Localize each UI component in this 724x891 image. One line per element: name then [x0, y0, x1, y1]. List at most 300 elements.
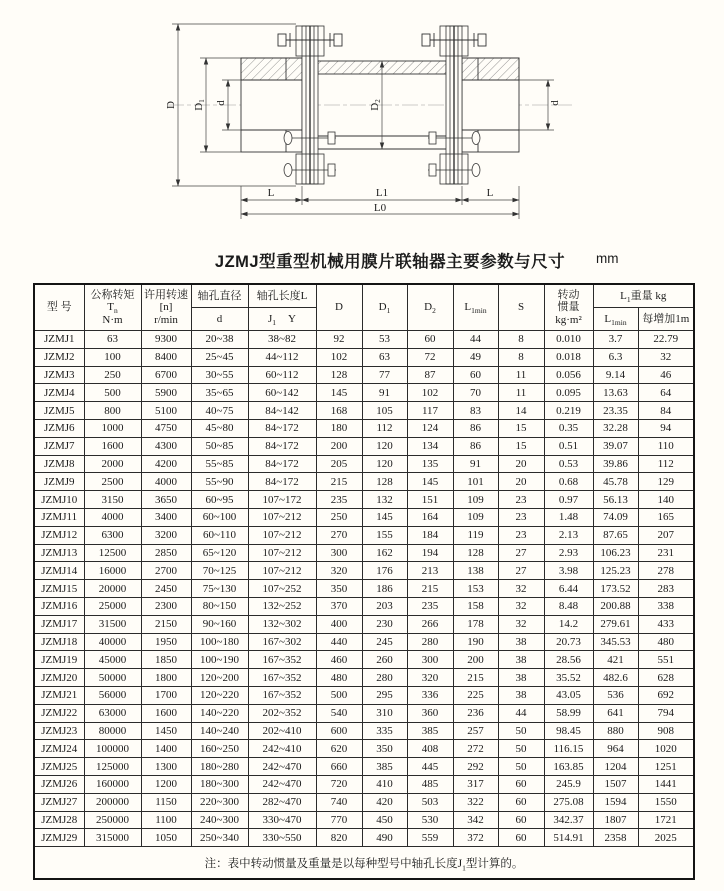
- value-cell: 0.018: [544, 348, 593, 366]
- value-cell: 35.52: [544, 669, 593, 687]
- value-cell: 342: [453, 811, 498, 829]
- model-cell: JZMJ12: [34, 526, 84, 544]
- value-cell: 385: [362, 758, 407, 776]
- value-cell: 168: [316, 402, 362, 420]
- value-cell: 64: [638, 384, 694, 402]
- value-cell: 257: [453, 722, 498, 740]
- value-cell: 60: [498, 811, 544, 829]
- value-cell: 86: [453, 437, 498, 455]
- value-cell: 551: [638, 651, 694, 669]
- value-cell: 2450: [141, 580, 191, 598]
- col-torque: [84, 284, 141, 331]
- value-cell: 84~142: [248, 402, 316, 420]
- value-cell: 31500: [84, 615, 141, 633]
- value-cell: 184: [407, 526, 453, 544]
- value-cell: 205: [316, 455, 362, 473]
- table-row: [34, 562, 694, 580]
- value-cell: 2.93: [544, 544, 593, 562]
- value-cell: 100~190: [191, 651, 248, 669]
- value-cell: 60: [498, 793, 544, 811]
- value-cell: 35~65: [191, 384, 248, 402]
- value-cell: 231: [638, 544, 694, 562]
- inertia-line3: kg·m²: [555, 313, 582, 326]
- value-cell: 153: [453, 580, 498, 598]
- value-cell: 372: [453, 829, 498, 847]
- value-cell: 102: [407, 384, 453, 402]
- torque-line2: $T_n$: [107, 301, 118, 316]
- value-cell: 38: [498, 686, 544, 704]
- value-cell: 107~212: [248, 562, 316, 580]
- table-row: [34, 526, 694, 544]
- value-cell: 23.35: [593, 402, 638, 420]
- value-cell: 275.08: [544, 793, 593, 811]
- value-cell: 128: [362, 473, 407, 491]
- col-bore-len: 轴孔长度L: [248, 284, 316, 308]
- value-cell: 6.44: [544, 580, 593, 598]
- model-cell: JZMJ22: [34, 704, 84, 722]
- col-S: S: [498, 284, 544, 331]
- value-cell: 27: [498, 544, 544, 562]
- value-cell: 2850: [141, 544, 191, 562]
- inertia-line1: 转动: [557, 288, 580, 301]
- table-body: [34, 331, 694, 847]
- col-model: 型 号: [34, 284, 84, 331]
- table-row: [34, 704, 694, 722]
- value-cell: 1204: [593, 758, 638, 776]
- value-cell: 167~352: [248, 651, 316, 669]
- value-cell: 3.7: [593, 331, 638, 349]
- value-cell: 200: [316, 437, 362, 455]
- model-cell: JZMJ29: [34, 829, 84, 847]
- value-cell: 770: [316, 811, 362, 829]
- value-cell: 45~80: [191, 419, 248, 437]
- value-cell: 203: [362, 597, 407, 615]
- value-cell: 63: [84, 331, 141, 349]
- value-cell: 12500: [84, 544, 141, 562]
- value-cell: 44: [498, 704, 544, 722]
- value-cell: 58.99: [544, 704, 593, 722]
- value-cell: 190: [453, 633, 498, 651]
- value-cell: 15: [498, 419, 544, 437]
- value-cell: 280: [407, 633, 453, 651]
- value-cell: 91: [453, 455, 498, 473]
- table-row: [34, 633, 694, 651]
- model-cell: JZMJ6: [34, 419, 84, 437]
- value-cell: 164: [407, 508, 453, 526]
- value-cell: 2000: [84, 455, 141, 473]
- value-cell: 176: [362, 562, 407, 580]
- value-cell: 39.07: [593, 437, 638, 455]
- model-cell: JZMJ15: [34, 580, 84, 598]
- value-cell: 50~85: [191, 437, 248, 455]
- value-cell: 1800: [141, 669, 191, 687]
- value-cell: 620: [316, 740, 362, 758]
- model-cell: JZMJ5: [34, 402, 84, 420]
- value-cell: 235: [316, 491, 362, 509]
- value-cell: 266: [407, 615, 453, 633]
- value-cell: 5900: [141, 384, 191, 402]
- value-cell: 279.61: [593, 615, 638, 633]
- value-cell: 445: [407, 758, 453, 776]
- value-cell: 628: [638, 669, 694, 687]
- value-cell: 15: [498, 437, 544, 455]
- value-cell: 0.219: [544, 402, 593, 420]
- value-cell: 300: [316, 544, 362, 562]
- value-cell: 278: [638, 562, 694, 580]
- table-row: [34, 384, 694, 402]
- svg-text:L0: L0: [373, 202, 387, 214]
- col-D: D: [316, 284, 362, 331]
- value-cell: 213: [407, 562, 453, 580]
- value-cell: 485: [407, 775, 453, 793]
- value-cell: 350: [316, 580, 362, 598]
- value-cell: 4000: [141, 473, 191, 491]
- value-cell: 120: [362, 437, 407, 455]
- value-cell: 0.97: [544, 491, 593, 509]
- model-cell: JZMJ27: [34, 793, 84, 811]
- value-cell: 63000: [84, 704, 141, 722]
- model-cell: JZMJ4: [34, 384, 84, 402]
- value-cell: 49: [453, 348, 498, 366]
- value-cell: 107~172: [248, 491, 316, 509]
- svg-text:D: D: [165, 101, 177, 109]
- value-cell: 125.23: [593, 562, 638, 580]
- value-cell: 125000: [84, 758, 141, 776]
- value-cell: 109: [453, 508, 498, 526]
- value-cell: 56.13: [593, 491, 638, 509]
- value-cell: 1200: [141, 775, 191, 793]
- value-cell: 178: [453, 615, 498, 633]
- value-cell: 4200: [141, 455, 191, 473]
- col-speed: [141, 284, 191, 331]
- value-cell: 360: [407, 704, 453, 722]
- value-cell: 70: [453, 384, 498, 402]
- value-cell: 32: [498, 615, 544, 633]
- value-cell: 16000: [84, 562, 141, 580]
- col-weight-per-m: 每增加1m: [638, 308, 694, 331]
- value-cell: 145: [362, 508, 407, 526]
- value-cell: 400: [316, 615, 362, 633]
- value-cell: 1400: [141, 740, 191, 758]
- value-cell: 32: [498, 597, 544, 615]
- value-cell: 2150: [141, 615, 191, 633]
- value-cell: 98.45: [544, 722, 593, 740]
- value-cell: 186: [362, 580, 407, 598]
- value-cell: 117: [407, 402, 453, 420]
- value-cell: 22.79: [638, 331, 694, 349]
- table-header: [34, 284, 694, 331]
- value-cell: 86: [453, 419, 498, 437]
- value-cell: 3150: [84, 491, 141, 509]
- value-cell: 410: [362, 775, 407, 793]
- table-row: [34, 758, 694, 776]
- value-cell: 450: [362, 811, 407, 829]
- value-cell: 1251: [638, 758, 694, 776]
- value-cell: 8: [498, 348, 544, 366]
- value-cell: 39.86: [593, 455, 638, 473]
- value-cell: 107~212: [248, 544, 316, 562]
- col-bore-dia-d: d: [191, 308, 248, 331]
- value-cell: 145: [316, 384, 362, 402]
- value-cell: 32: [498, 580, 544, 598]
- value-cell: 94: [638, 419, 694, 437]
- value-cell: 202~352: [248, 704, 316, 722]
- value-cell: 559: [407, 829, 453, 847]
- value-cell: 180~280: [191, 758, 248, 776]
- value-cell: 200000: [84, 793, 141, 811]
- value-cell: 242~470: [248, 775, 316, 793]
- value-cell: 230: [362, 615, 407, 633]
- table-row: [34, 366, 694, 384]
- torque-line3: N·m: [102, 313, 123, 326]
- value-cell: 50000: [84, 669, 141, 687]
- value-cell: 46: [638, 366, 694, 384]
- value-cell: 129: [638, 473, 694, 491]
- value-cell: 151: [407, 491, 453, 509]
- value-cell: 84: [638, 402, 694, 420]
- value-cell: 8: [498, 331, 544, 349]
- value-cell: 236: [453, 704, 498, 722]
- value-cell: 60~95: [191, 491, 248, 509]
- value-cell: 112: [362, 419, 407, 437]
- value-cell: 14: [498, 402, 544, 420]
- value-cell: 338: [638, 597, 694, 615]
- value-cell: 140~240: [191, 722, 248, 740]
- value-cell: 540: [316, 704, 362, 722]
- model-cell: JZMJ17: [34, 615, 84, 633]
- value-cell: 1950: [141, 633, 191, 651]
- torque-line1: 公称转矩: [90, 288, 135, 301]
- table-row: [34, 722, 694, 740]
- value-cell: 180~300: [191, 775, 248, 793]
- value-cell: 32.28: [593, 419, 638, 437]
- value-cell: 420: [362, 793, 407, 811]
- value-cell: 25~45: [191, 348, 248, 366]
- svg-text:d: d: [215, 100, 227, 106]
- value-cell: 1600: [84, 437, 141, 455]
- value-cell: 60: [407, 331, 453, 349]
- value-cell: 55~85: [191, 455, 248, 473]
- value-cell: 160000: [84, 775, 141, 793]
- value-cell: 106.23: [593, 544, 638, 562]
- value-cell: 60~142: [248, 384, 316, 402]
- value-cell: 6300: [84, 526, 141, 544]
- value-cell: 800: [84, 402, 141, 420]
- value-cell: 30~55: [191, 366, 248, 384]
- value-cell: 91: [362, 384, 407, 402]
- col-bore-len-j1y: $J_1$ Y: [248, 308, 316, 331]
- model-cell: JZMJ8: [34, 455, 84, 473]
- value-cell: 200: [453, 651, 498, 669]
- value-cell: 63: [362, 348, 407, 366]
- svg-text:D2: D2: [369, 99, 382, 111]
- value-cell: 408: [407, 740, 453, 758]
- value-cell: 90~160: [191, 615, 248, 633]
- value-cell: 482.6: [593, 669, 638, 687]
- value-cell: 116.15: [544, 740, 593, 758]
- model-cell: JZMJ20: [34, 669, 84, 687]
- col-bore-dia: 轴孔直径: [191, 284, 248, 308]
- table-row: [34, 740, 694, 758]
- value-cell: 500: [84, 384, 141, 402]
- value-cell: 345.53: [593, 633, 638, 651]
- svg-text:L: L: [267, 187, 275, 199]
- col-inertia: [544, 284, 593, 331]
- svg-text:L: L: [486, 187, 494, 199]
- value-cell: 794: [638, 704, 694, 722]
- value-cell: 320: [316, 562, 362, 580]
- value-cell: 92: [316, 331, 362, 349]
- value-cell: 0.51: [544, 437, 593, 455]
- value-cell: 20: [498, 473, 544, 491]
- value-cell: 194: [407, 544, 453, 562]
- value-cell: 110: [638, 437, 694, 455]
- value-cell: 292: [453, 758, 498, 776]
- value-cell: 250: [316, 508, 362, 526]
- table-row: [34, 686, 694, 704]
- value-cell: 43.05: [544, 686, 593, 704]
- table-row: [34, 491, 694, 509]
- value-cell: 84~172: [248, 455, 316, 473]
- value-cell: 2300: [141, 597, 191, 615]
- model-cell: JZMJ21: [34, 686, 84, 704]
- value-cell: 282~470: [248, 793, 316, 811]
- model-cell: JZMJ18: [34, 633, 84, 651]
- table-row: [34, 811, 694, 829]
- value-cell: 40000: [84, 633, 141, 651]
- value-cell: 370: [316, 597, 362, 615]
- model-cell: JZMJ19: [34, 651, 84, 669]
- model-cell: JZMJ3: [34, 366, 84, 384]
- value-cell: 3200: [141, 526, 191, 544]
- table-row: [34, 348, 694, 366]
- value-cell: 3.98: [544, 562, 593, 580]
- value-cell: 56000: [84, 686, 141, 704]
- coupling-drawing: [0, 0, 724, 242]
- spec-table: [33, 283, 695, 880]
- value-cell: 20.73: [544, 633, 593, 651]
- value-cell: 50: [498, 740, 544, 758]
- value-cell: 27: [498, 562, 544, 580]
- value-cell: 101: [453, 473, 498, 491]
- value-cell: 740: [316, 793, 362, 811]
- table-row: [34, 793, 694, 811]
- value-cell: 342.37: [544, 811, 593, 829]
- value-cell: 245.9: [544, 775, 593, 793]
- value-cell: 480: [316, 669, 362, 687]
- value-cell: 145: [407, 473, 453, 491]
- value-cell: 1050: [141, 829, 191, 847]
- value-cell: 1.48: [544, 508, 593, 526]
- value-cell: 38: [498, 669, 544, 687]
- value-cell: 500: [316, 686, 362, 704]
- value-cell: 20: [498, 455, 544, 473]
- value-cell: 240~300: [191, 811, 248, 829]
- value-cell: 60: [498, 775, 544, 793]
- value-cell: 3400: [141, 508, 191, 526]
- value-cell: 225: [453, 686, 498, 704]
- model-cell: JZMJ7: [34, 437, 84, 455]
- model-cell: JZMJ23: [34, 722, 84, 740]
- value-cell: 134: [407, 437, 453, 455]
- value-cell: 44~112: [248, 348, 316, 366]
- value-cell: 908: [638, 722, 694, 740]
- col-D1: $D_1$: [362, 284, 407, 331]
- value-cell: 322: [453, 793, 498, 811]
- value-cell: 0.095: [544, 384, 593, 402]
- value-cell: 2025: [638, 829, 694, 847]
- value-cell: 964: [593, 740, 638, 758]
- value-cell: 536: [593, 686, 638, 704]
- value-cell: 60~110: [191, 526, 248, 544]
- table-row: [34, 508, 694, 526]
- value-cell: 1020: [638, 740, 694, 758]
- speed-line2: [n]: [159, 301, 173, 314]
- value-cell: 84~172: [248, 473, 316, 491]
- value-cell: 109: [453, 491, 498, 509]
- value-cell: 242~470: [248, 758, 316, 776]
- table-row: [34, 455, 694, 473]
- value-cell: 4750: [141, 419, 191, 437]
- value-cell: 128: [453, 544, 498, 562]
- model-cell: JZMJ11: [34, 508, 84, 526]
- value-cell: 503: [407, 793, 453, 811]
- value-cell: 820: [316, 829, 362, 847]
- value-cell: 167~352: [248, 669, 316, 687]
- value-cell: 330~470: [248, 811, 316, 829]
- value-cell: 1450: [141, 722, 191, 740]
- value-cell: 202~410: [248, 722, 316, 740]
- value-cell: 119: [453, 526, 498, 544]
- value-cell: 167~302: [248, 633, 316, 651]
- value-cell: 215: [407, 580, 453, 598]
- value-cell: 385: [407, 722, 453, 740]
- table-row: [34, 419, 694, 437]
- value-cell: 165: [638, 508, 694, 526]
- model-cell: JZMJ26: [34, 775, 84, 793]
- value-cell: 32: [638, 348, 694, 366]
- value-cell: 155: [362, 526, 407, 544]
- value-cell: 9300: [141, 331, 191, 349]
- value-cell: 490: [362, 829, 407, 847]
- value-cell: 44: [453, 331, 498, 349]
- value-cell: 295: [362, 686, 407, 704]
- value-cell: 105: [362, 402, 407, 420]
- value-cell: 242~410: [248, 740, 316, 758]
- value-cell: 514.91: [544, 829, 593, 847]
- value-cell: 124: [407, 419, 453, 437]
- table-row: [34, 402, 694, 420]
- table-row: [34, 669, 694, 687]
- value-cell: 25000: [84, 597, 141, 615]
- value-cell: 641: [593, 704, 638, 722]
- value-cell: 120~200: [191, 669, 248, 687]
- value-cell: 1850: [141, 651, 191, 669]
- value-cell: 0.53: [544, 455, 593, 473]
- value-cell: 8.48: [544, 597, 593, 615]
- value-cell: 120~220: [191, 686, 248, 704]
- table-row: [34, 544, 694, 562]
- value-cell: 310: [362, 704, 407, 722]
- value-cell: 70~125: [191, 562, 248, 580]
- value-cell: 2500: [84, 473, 141, 491]
- value-cell: 60~100: [191, 508, 248, 526]
- value-cell: 330~550: [248, 829, 316, 847]
- model-cell: JZMJ9: [34, 473, 84, 491]
- table-row: [34, 651, 694, 669]
- value-cell: 102: [316, 348, 362, 366]
- value-cell: 158: [453, 597, 498, 615]
